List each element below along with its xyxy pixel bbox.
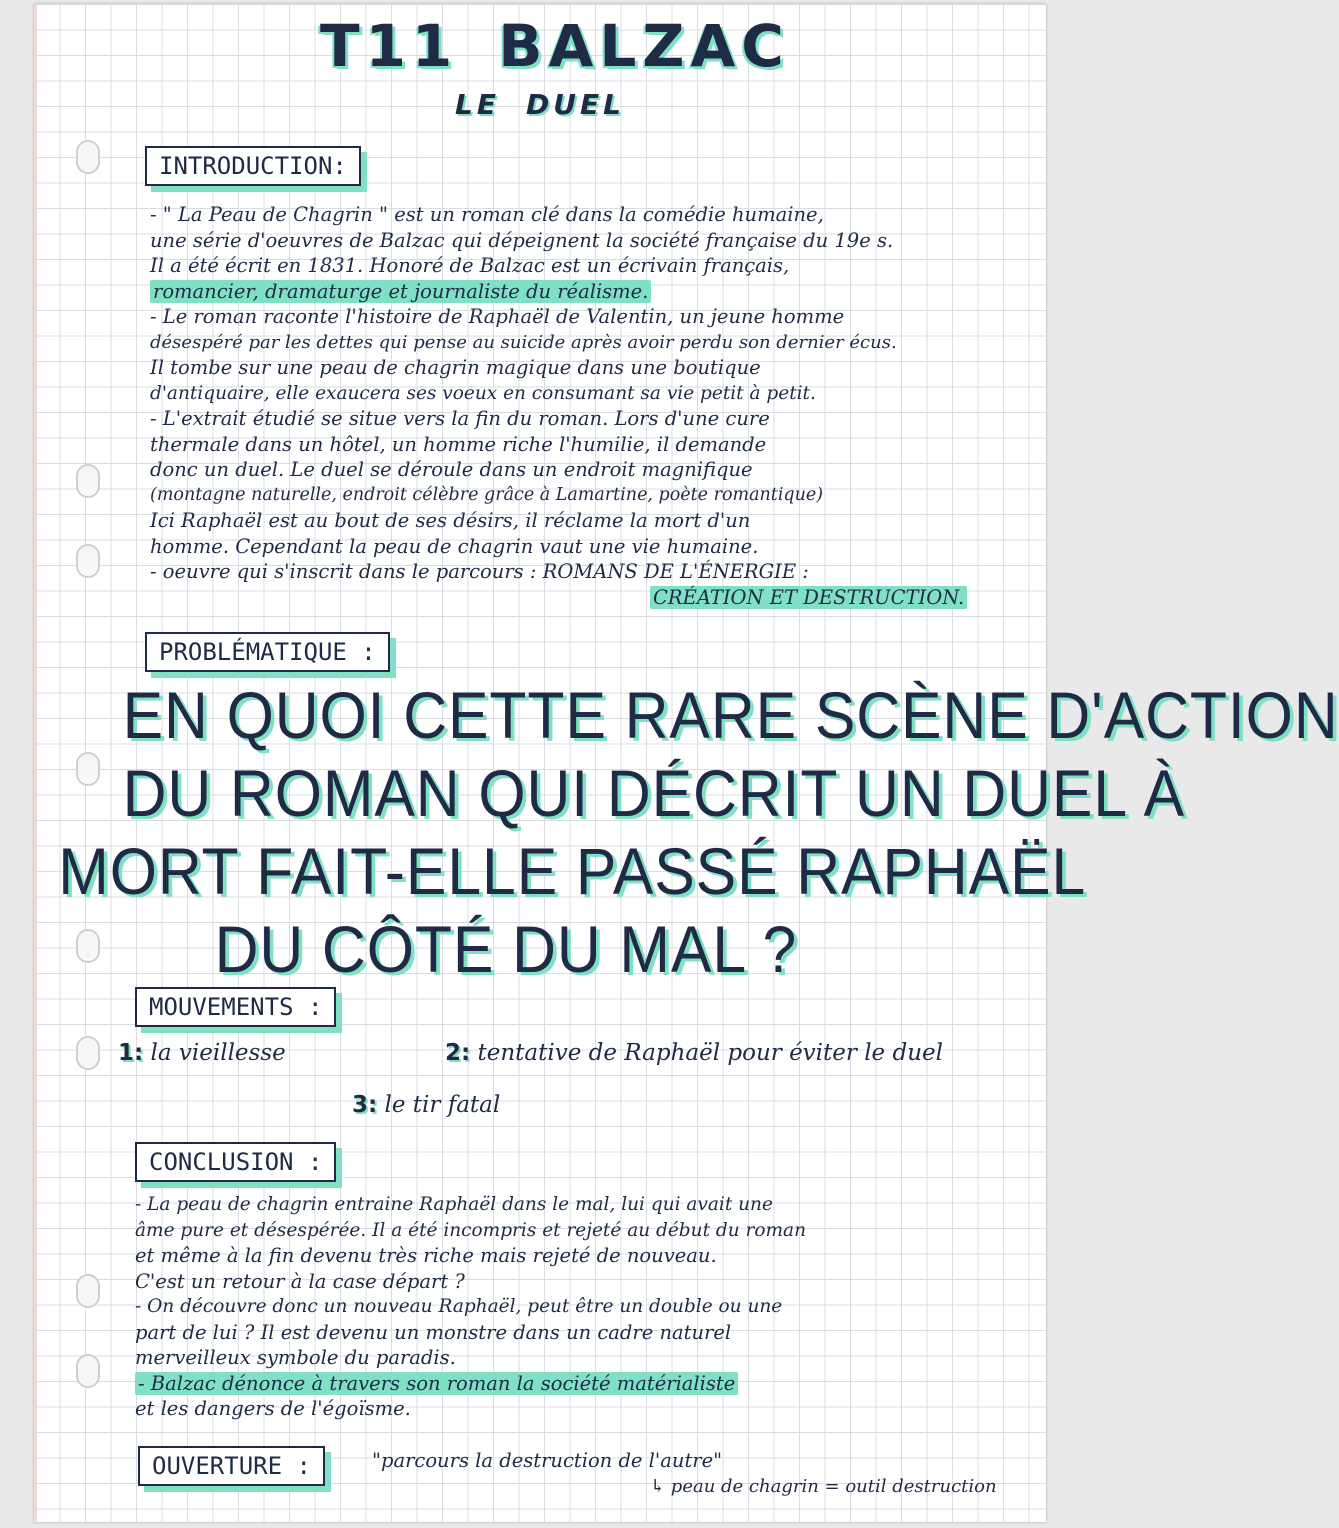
intro-line: une série d'oeuvres de Balzac qui dépeignent la société française du 19e s. xyxy=(150,228,894,252)
intro-line: donc un duel. Le duel se déroule dans un endroit magnifique xyxy=(150,458,753,481)
mouvement-item xyxy=(352,1092,500,1118)
margin-line xyxy=(34,4,37,1522)
ouverture-note xyxy=(650,1474,997,1500)
binder-hole xyxy=(76,464,100,498)
conclusion-line: merveilleux symbole du paradis. xyxy=(135,1346,456,1369)
conclusion-line: part de lui ? Il est devenu un monstre dans un cadre naturel xyxy=(135,1320,732,1344)
mouvement-number: 3: xyxy=(352,1092,378,1118)
conclusion-line: - On découvre donc un nouveau Raphaël, peut être un double ou une xyxy=(135,1296,783,1317)
ouverture-quote-text: "parcours la destruction de l'autre" xyxy=(372,1449,723,1472)
subtitle-article: LE xyxy=(455,88,500,121)
binder-hole xyxy=(76,1036,100,1070)
intro-line: Il a été écrit en 1831. Honoré de Balzac est un écrivain français, xyxy=(150,254,790,277)
intro-line: - L'extrait étudié se situe vers la fin du roman. Lors d'une cure xyxy=(150,407,770,430)
intro-line: - " La Peau de Chagrin " est un roman clé dans la comédie humaine, xyxy=(150,203,824,226)
mouvement-number: 1: xyxy=(118,1040,144,1066)
ouverture-heading: OUVERTURE : xyxy=(138,1446,325,1486)
conclusion-line: C'est un retour à la case départ ? xyxy=(135,1269,465,1293)
problematique-heading: PROBLÉMATIQUE : xyxy=(145,632,390,672)
question-line: MORT FAIT-ELLE PASSÉ RAPHAËL xyxy=(58,834,1087,908)
mouvement-text: tentative de Raphaël pour éviter le duel xyxy=(477,1040,943,1066)
binder-hole xyxy=(76,544,100,578)
subtitle-word: DUEL xyxy=(525,88,625,121)
problematique-question xyxy=(58,676,1339,988)
introduction-body xyxy=(150,202,967,610)
conclusion-line: âme pure et désespérée. Il a été incompris et rejeté au début du roman xyxy=(135,1219,806,1241)
intro-line: désespéré par les dettes qui pense au suicide après avoir perdu son dernier écus. xyxy=(150,331,897,353)
title-code: T11 xyxy=(320,12,459,80)
conclusion-line: et même à la fin devenu très riche mais rejeté de nouveau. xyxy=(135,1244,717,1267)
intro-line xyxy=(150,279,967,305)
intro-line: - Le roman raconte l'histoire de Raphaël de Valentin, un jeune homme xyxy=(150,305,845,328)
conclusion-body xyxy=(135,1192,806,1422)
mouvement-number: 2: xyxy=(445,1040,471,1066)
intro-line: thermale dans un hôtel, un homme riche l'humilie, il demande xyxy=(150,432,767,456)
binder-hole xyxy=(76,1274,100,1308)
mouvements-heading: MOUVEMENTS : xyxy=(135,987,336,1027)
binder-hole xyxy=(76,140,100,174)
intro-line: Ici Raphaël est au bout de ses désirs, il réclame la mort d'un xyxy=(150,509,751,532)
question-line: DU CÔTÉ DU MAL ? xyxy=(214,912,798,986)
mouvement-item xyxy=(445,1040,943,1066)
conclusion-line: et les dangers de l'égoïsme. xyxy=(135,1397,411,1420)
intro-line: - oeuvre qui s'inscrit dans le parcours : ROMANS DE L'ÉNERGIE : xyxy=(150,560,809,583)
intro-line: (montagne naturelle, endroit célèbre grâce à Lamartine, poète romantique) xyxy=(150,484,824,505)
intro-line: d'antiquaire, elle exaucera ses voeux en consumant sa vie petit à petit. xyxy=(150,382,816,404)
binder-hole xyxy=(76,1354,100,1388)
question-line: DU ROMAN QUI DÉCRIT UN DUEL À xyxy=(122,756,1185,830)
title-author: BALZAC xyxy=(498,12,790,80)
conclusion-heading: CONCLUSION : xyxy=(135,1142,336,1182)
introduction-heading: INTRODUCTION: xyxy=(145,146,361,186)
intro-line: homme. Cependant la peau de chagrin vaut une vie humaine. xyxy=(150,534,759,558)
intro-line: Il tombe sur une peau de chagrin magique dans une boutique xyxy=(150,356,761,379)
intro-line-highlight: CRÉATION ET DESTRUCTION. xyxy=(650,586,967,609)
intro-line xyxy=(150,585,967,611)
ouverture-note-text: ↳ peau de chagrin = outil destruction xyxy=(650,1476,997,1497)
mouvement-text: le tir fatal xyxy=(384,1092,501,1118)
conclusion-line xyxy=(135,1371,806,1397)
conclusion-line-highlight: - Balzac dénonce à travers son roman la société matérialiste xyxy=(135,1372,738,1395)
conclusion-line: - La peau de chagrin entraine Raphaël dans le mal, lui qui avait une xyxy=(135,1194,773,1215)
ouverture-quote xyxy=(372,1448,722,1474)
page-subtitle xyxy=(455,88,625,121)
question-line: EN QUOI CETTE RARE SCÈNE D'ACTION xyxy=(122,678,1339,752)
mouvement-text: la vieillesse xyxy=(150,1040,286,1066)
page-title xyxy=(320,12,790,80)
intro-line-highlight: romancier, dramaturge et journaliste du réalisme. xyxy=(150,280,651,303)
mouvement-item xyxy=(118,1040,286,1066)
